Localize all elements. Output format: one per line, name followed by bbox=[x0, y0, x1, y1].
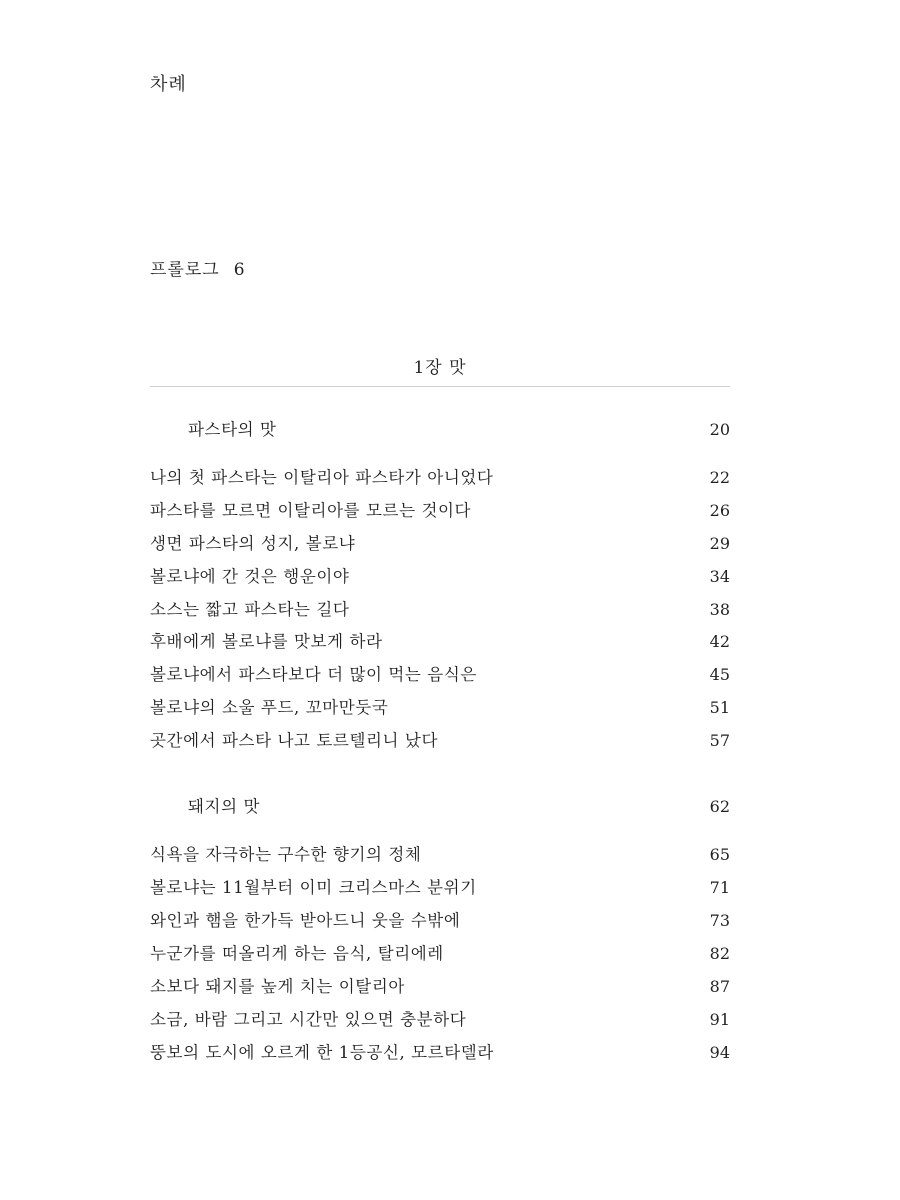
toc-section-pasta[interactable] bbox=[150, 418, 730, 442]
toc-entry[interactable] bbox=[150, 663, 730, 687]
entry-page: 87 bbox=[709, 977, 730, 996]
entry-title: 소금, 바람 그리고 시간만 있으면 충분하다 bbox=[150, 1010, 467, 1029]
entry-page: 91 bbox=[709, 1010, 730, 1029]
toc-prologue[interactable] bbox=[150, 255, 246, 280]
toc-entry[interactable] bbox=[150, 975, 730, 999]
toc-entry[interactable] bbox=[150, 1008, 730, 1032]
entry-title: 생면 파스타의 성지, 볼로냐 bbox=[150, 534, 356, 553]
entry-title: 볼로냐에 간 것은 행운이야 bbox=[150, 567, 350, 586]
entry-page: 34 bbox=[709, 567, 730, 586]
toc-entry[interactable] bbox=[150, 942, 730, 966]
toc-page-title: 차례 bbox=[150, 74, 187, 95]
entry-page: 45 bbox=[709, 665, 730, 684]
toc-entry[interactable] bbox=[150, 598, 730, 622]
toc-entry[interactable] bbox=[150, 565, 730, 589]
chapter-divider bbox=[150, 386, 730, 387]
entry-title: 파스타를 모르면 이탈리아를 모르는 것이다 bbox=[150, 501, 472, 520]
toc-entry[interactable] bbox=[150, 876, 730, 900]
entry-title: 소보다 돼지를 높게 치는 이탈리아 bbox=[150, 977, 405, 996]
entry-page: 22 bbox=[709, 468, 730, 487]
toc-entry[interactable] bbox=[150, 466, 730, 490]
entry-title: 후배에게 볼로냐를 맛보게 하라 bbox=[150, 632, 383, 651]
entry-page: 51 bbox=[709, 698, 730, 717]
entry-page: 71 bbox=[709, 878, 730, 897]
toc-section-pork[interactable] bbox=[150, 795, 730, 819]
section-page: 20 bbox=[709, 420, 730, 439]
entry-title: 나의 첫 파스타는 이탈리아 파스타가 아니었다 bbox=[150, 468, 494, 487]
entry-page: 65 bbox=[709, 845, 730, 864]
toc-entry[interactable] bbox=[150, 909, 730, 933]
toc-entry[interactable] bbox=[150, 532, 730, 556]
entry-page: 57 bbox=[709, 731, 730, 750]
prologue-page: 6 bbox=[233, 260, 246, 280]
entry-title: 누군가를 떠올리게 하는 음식, 탈리에레 bbox=[150, 944, 444, 963]
section-title: 파스타의 맛 bbox=[188, 420, 277, 439]
toc-entry[interactable] bbox=[150, 499, 730, 523]
prologue-label: 프롤로그 bbox=[150, 260, 220, 280]
entry-title: 뚱보의 도시에 오르게 한 1등공신, 모르타델라 bbox=[150, 1043, 494, 1062]
chapter-heading: 1장 맛 bbox=[413, 358, 467, 378]
entry-title: 볼로냐는 11월부터 이미 크리스마스 분위기 bbox=[150, 878, 477, 897]
entry-title: 볼로냐의 소울 푸드, 꼬마만둣국 bbox=[150, 698, 389, 717]
toc-entry[interactable] bbox=[150, 696, 730, 720]
entry-page: 26 bbox=[709, 501, 730, 520]
entry-page: 29 bbox=[709, 534, 730, 553]
entry-page: 82 bbox=[709, 944, 730, 963]
section-page: 62 bbox=[709, 797, 730, 816]
entry-page: 42 bbox=[709, 632, 730, 651]
toc-entry[interactable] bbox=[150, 630, 730, 654]
toc-entry[interactable] bbox=[150, 843, 730, 867]
entry-title: 식욕을 자극하는 구수한 향기의 정체 bbox=[150, 845, 422, 864]
entry-title: 소스는 짧고 파스타는 길다 bbox=[150, 600, 350, 619]
entry-page: 94 bbox=[709, 1043, 730, 1062]
entry-title: 와인과 햄을 한가득 받아드니 웃을 수밖에 bbox=[150, 911, 461, 930]
entry-page: 38 bbox=[709, 600, 730, 619]
entry-page: 73 bbox=[709, 911, 730, 930]
entry-title: 볼로냐에서 파스타보다 더 많이 먹는 음식은 bbox=[150, 665, 477, 684]
toc-entry[interactable] bbox=[150, 1041, 730, 1065]
toc-entry[interactable] bbox=[150, 729, 730, 753]
section-title: 돼지의 맛 bbox=[188, 797, 261, 816]
entry-title: 곳간에서 파스타 나고 토르텔리니 났다 bbox=[150, 731, 439, 750]
